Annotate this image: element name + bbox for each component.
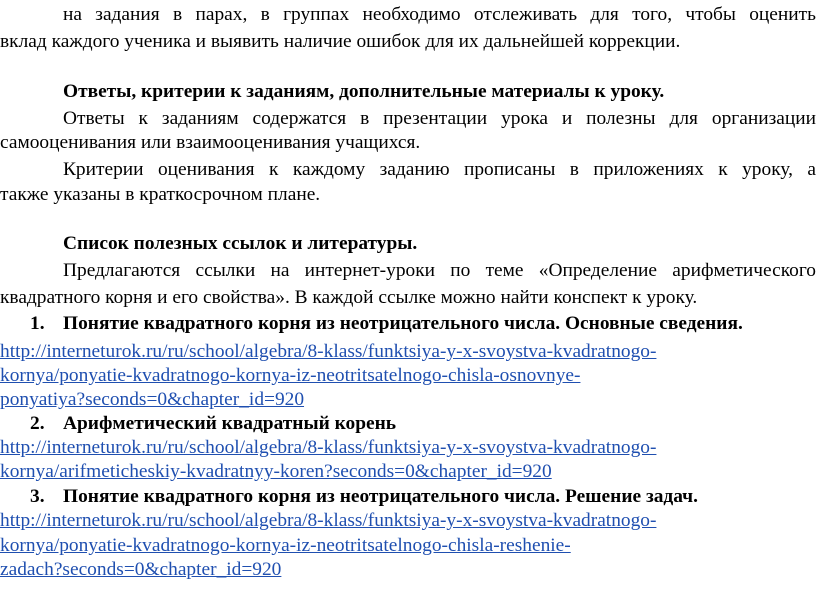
list-item-3-link-part-2[interactable]: kornya/ponyatie-kvadratnogo-kornya-iz-neotritsatelnogo-chisla-reshenie-: [0, 535, 571, 556]
list-item-1-link-line-1[interactable]: [0, 340, 816, 364]
list-item-1-title: Понятие квадратного корня из неотрицательного числа. Основные сведения.: [63, 313, 743, 334]
list-item-3-title: Понятие квадратного корня из неотрицательного числа. Решение задач.: [63, 486, 698, 507]
list-item-1-link-line-2[interactable]: [0, 364, 816, 388]
links-intro-line-2: квадратного корня и его свойства». В каждой ссылке можно найти конспект к уроку.: [0, 287, 698, 308]
list-item-3-link-part-1[interactable]: http://interneturok.ru/ru/school/algebra/8-klass/funktsiya-y-x-svoystva-kvadratnogo-: [0, 510, 657, 531]
list-item-2-link-part-2[interactable]: kornya/arifmeticheskiy-kvadratnyy-koren?seconds=0&chapter_id=920: [0, 461, 552, 482]
list-item-2-heading: [0, 412, 816, 436]
list-item-3-heading: [0, 485, 816, 509]
list-item-2-number: 2.: [30, 413, 45, 434]
links-heading: Список полезных ссылок и литературы.: [63, 233, 418, 254]
links-intro-line-1: Предлагаются ссылки на интернет-уроки по теме «Определение арифметического: [63, 260, 816, 281]
list-item-1-link-line-3[interactable]: [0, 388, 816, 412]
intro-line-1: на задания в парах, в группах необходимо отслеживать для того, чтобы оценить: [63, 4, 816, 25]
answers-heading: Ответы, критерии к заданиям, дополнительные материалы к уроку.: [63, 81, 665, 102]
list-item-1-link-part-3[interactable]: ponyatiya?seconds=0&chapter_id=920: [0, 389, 305, 410]
list-item-1-link-part-2[interactable]: kornya/ponyatie-kvadratnogo-kornya-iz-neotritsatelnogo-chisla-osnovnye-: [0, 365, 581, 386]
list-item-3-link-line-3[interactable]: [0, 558, 816, 582]
list-item-3-number: 3.: [30, 486, 45, 507]
list-item-3-link-part-3[interactable]: zadach?seconds=0&chapter_id=920: [0, 559, 282, 580]
list-item-1-heading: [0, 312, 816, 336]
list-item-2-link-part-1[interactable]: http://interneturok.ru/ru/school/algebra/8-klass/funktsiya-y-x-svoystva-kvadratnogo-: [0, 437, 657, 458]
answers-p2-line-2: также указаны в краткосрочном плане.: [0, 184, 321, 205]
list-item-1-link-part-1[interactable]: http://interneturok.ru/ru/school/algebra/8-klass/funktsiya-y-x-svoystva-kvadratnogo-: [0, 341, 657, 362]
list-item-1-number: 1.: [30, 313, 45, 334]
list-item-2-link-line-1[interactable]: [0, 436, 816, 460]
list-item-3-link-line-2[interactable]: [0, 534, 816, 558]
answers-p2-line-1: Критерии оценивания к каждому заданию прописаны в приложениях к уроку, а: [63, 159, 816, 180]
list-item-2-link-line-2[interactable]: [0, 460, 816, 484]
answers-p1-line-2: самооценивания или взаимооценивания учащихся.: [0, 132, 421, 153]
list-item-2-title: Арифметический квадратный корень: [63, 413, 397, 434]
list-item-3-link-line-1[interactable]: [0, 509, 816, 533]
answers-p1-line-1: Ответы к заданиям содержатся в презентации урока и полезны для организации: [63, 108, 816, 129]
intro-line-2: вклад каждого ученика и выявить наличие ошибок для их дальнейшей коррекции.: [0, 31, 681, 52]
